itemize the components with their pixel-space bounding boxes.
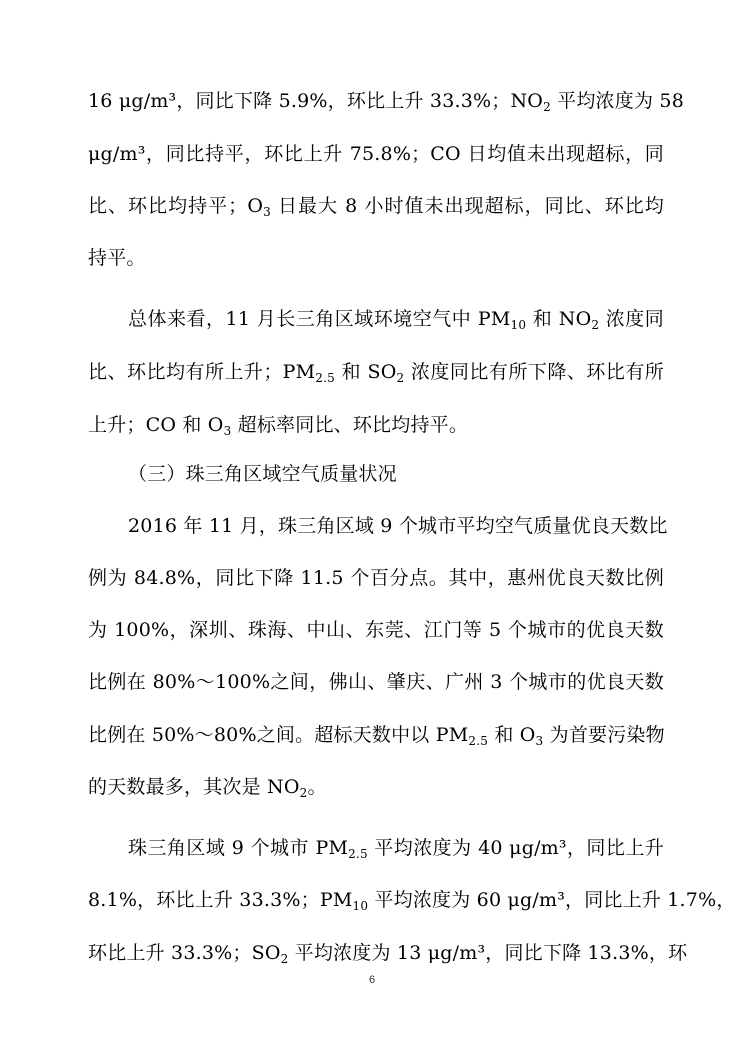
text-line	[88, 667, 664, 697]
text-run: 2016 年 11 月，珠三角区域 9 个城市平均空气质量优良天数比	[128, 515, 668, 537]
text-run: 平均浓度为 60 μg/m³，同比上升 1.7%，	[368, 889, 736, 911]
text-line	[88, 885, 736, 915]
text-run: 。	[307, 776, 327, 798]
subscript: 2	[543, 100, 551, 114]
text-line	[88, 243, 664, 273]
text-line	[88, 191, 664, 221]
text-line	[88, 720, 664, 750]
text-line	[88, 833, 664, 863]
subscript: 10	[352, 899, 369, 913]
subscript: 2	[280, 952, 289, 966]
text-run: 为 100%，深圳、珠海、中山、东莞、江门等 5 个城市的优良天数	[88, 619, 664, 641]
text-run: 日最大 8 小时值未出现超标，同比、环比均	[270, 195, 664, 217]
text-run: 超标率同比、环比均持平。	[231, 414, 469, 436]
text-run: μg/m³，同比持平，环比上升 75.8%；CO 日均值未出现超标，同	[88, 143, 664, 165]
text-run: 为首要污染物	[543, 724, 665, 746]
text-line	[88, 563, 664, 593]
subscript: 10	[510, 318, 527, 332]
subscript: 2.5	[348, 847, 368, 861]
text-line	[88, 511, 668, 541]
text-run: 和 O	[488, 724, 536, 746]
subscript: 3	[263, 205, 271, 219]
subscript: 2.5	[315, 371, 335, 385]
page-number: 6	[368, 974, 376, 986]
text-line	[88, 772, 664, 802]
text-line	[88, 357, 664, 387]
section-heading	[88, 459, 664, 489]
text-run: 浓度同	[599, 308, 665, 330]
text-run: 平均浓度为 40 μg/m³，同比上升	[367, 837, 665, 859]
text-run: 比、环比均持平；O	[88, 195, 264, 217]
text-run: 的天数最多，其次是 NO	[88, 776, 300, 798]
text-run: 和 NO	[526, 308, 592, 330]
subscript: 2.5	[468, 734, 489, 748]
text-line	[88, 938, 688, 968]
document-page	[88, 0, 736, 1052]
text-run: 8.1%，环比上升 33.3%；PM	[88, 889, 353, 911]
text-run: 比例在 50%～80%之间。超标天数中以 PM	[88, 724, 469, 746]
text-line	[88, 410, 664, 440]
subscript: 2	[299, 786, 308, 800]
text-run: 16 μg/m³，同比下降 5.9%，环比上升 33.3%；NO	[88, 90, 544, 112]
text-run: 上升；CO 和 O	[88, 414, 224, 436]
subscript: 3	[223, 424, 232, 438]
text-run: 总体来看，11 月长三角区域环境空气中 PM	[128, 308, 511, 330]
text-line	[88, 139, 664, 169]
text-run: 平均浓度为 58	[550, 90, 684, 112]
text-run: （三）珠三角区域空气质量状况	[128, 463, 397, 485]
subscript: 2	[396, 371, 405, 385]
text-run: 比例在 80%～100%之间，佛山、肇庆、广州 3 个城市的优良天数	[88, 671, 664, 693]
text-line	[88, 615, 664, 645]
text-run: 浓度同比有所下降、环比有所	[404, 361, 665, 383]
text-run: 和 SO	[334, 361, 397, 383]
text-line	[88, 86, 684, 116]
text-run: 环比上升 33.3%；SO	[88, 942, 281, 964]
text-run: 比、环比均有所上升；PM	[88, 361, 316, 383]
text-run: 珠三角区域 9 个城市 PM	[128, 837, 349, 859]
text-run: 例为 84.8%，同比下降 11.5 个百分点。其中，惠州优良天数比例	[88, 567, 664, 589]
text-run: 平均浓度为 13 μg/m³，同比下降 13.3%，环	[288, 942, 688, 964]
subscript: 2	[591, 318, 600, 332]
subscript: 3	[535, 734, 544, 748]
text-line	[88, 304, 664, 334]
text-run: 持平。	[88, 247, 146, 269]
